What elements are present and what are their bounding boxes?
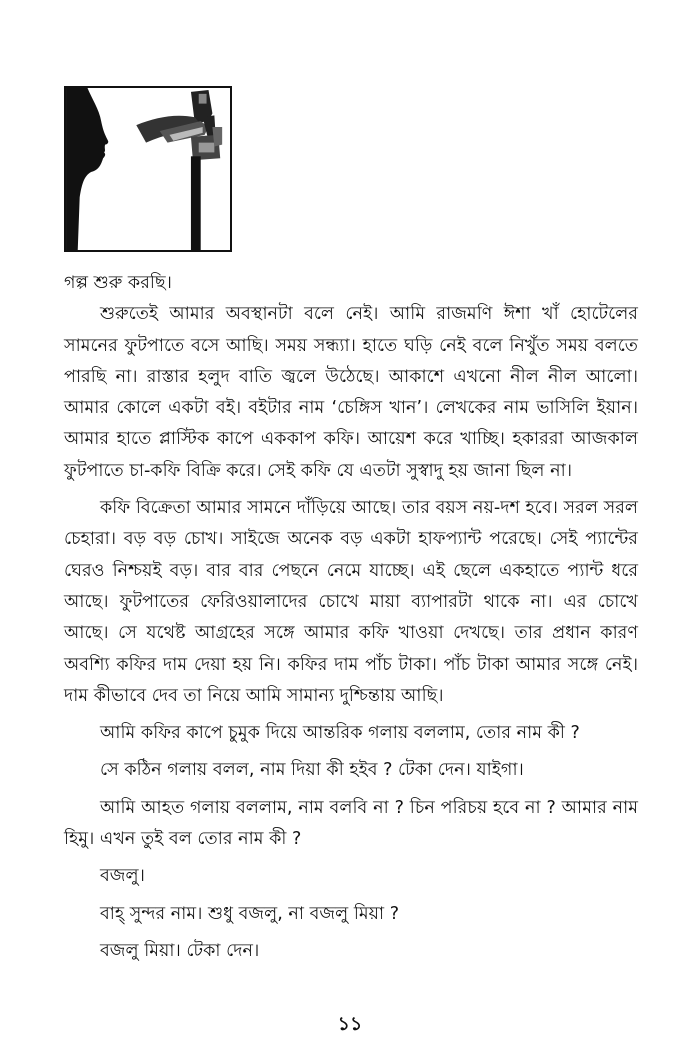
paragraph: গল্প শুরু করছি। — [64, 273, 172, 293]
paragraph: বজলু মিয়া। টেকা দেন। — [100, 940, 260, 961]
paragraph: আমি কফির কাপে চুমুক দিয়ে আন্তরিক গলায় বললাম, তোর নাম কী ? — [100, 723, 580, 744]
chapter-illustration — [64, 86, 232, 252]
black-bar — [191, 156, 201, 250]
paragraph: বাহ্ সুন্দর নাম। শুধু বজলু, না বজলু মিয়া ? — [100, 903, 400, 924]
paragraph: সে কঠিন গলায় বলল, নাম দিয়া কী হইব ? টেকা দেন। যাইগা। — [100, 760, 524, 781]
paragraph: আমি আহত গলায় বললাম, নাম বলবি না ? চিন পরিচয় হবে না ? আমার নাম হিমু। এখন তুই বল তোর নাম কী ? — [64, 797, 638, 850]
paragraph: বজলু। — [100, 866, 145, 887]
page-number: ১১ — [337, 1013, 363, 1035]
paragraph: শুরুতেই আমার অবস্থানটা বলে নেই। আমি রাজমণি ঈশা খাঁ হোটেলের সামনের ফুটপাতে বসে আছি। সময় সন্ধ্যা। হাতে ঘড়ি নেই বলে নিখুঁত সময় বলতে পারছি না। রাস্তার হলুদ বাতি জ্বলে উঠেছে। আকাশে এখনো নীল নীল আলো। আমার কোলে একটা বই। বইটার নাম ‘চেঙ্গিস খান’। লেখকের নাম ভাসিলি ইয়ান। আমার হাতে প্লাস্টিক কাপে এককাপ কফি। আয়েশ করে খাচ্ছি। হকাররা আজকাল ফুটপাতে চা-কফি বিক্রি করে। সেই কফি যে এতটা সুস্বাদু হয় জানা ছিল না। — [64, 304, 638, 481]
paragraph: কফি বিক্রেতা আমার সামনে দাঁড়িয়ে আছে। তার বয়স নয়-দশ হবে। সরল সরল চেহারা। বড় বড় চোখ। সাইজে অনেক বড় একটা হাফপ্যান্ট পরেছে। সেই প্যান্টের ঘেরও নিশ্চয়ই বড়। বার বার পেছনে নেমে যাচ্ছে। এই ছেলে একহাতে প্যান্ট ধরে আছে। ফুটপাতের ফেরিওয়ালাদের চোখে মায়া ব্যাপারটা থাকে না। এর চোখে আছে। সে যথেষ্ট আগ্রহের সঙ্গে আমার কফি খাওয়া দেখছে। তার প্রধান কারণ অবশ্যি কফির দাম দেয়া হয় নি। কফির দাম পাঁচ টাকা। পাঁচ টাকা আমার সঙ্গে নেই। দাম কীভাবে দেব তা নিয়ে আমি সামান্য দুশ্চিন্তায় আছি। — [64, 498, 638, 706]
face-silhouette — [66, 88, 108, 250]
story-text — [64, 268, 638, 967]
cup-hand-shape — [136, 90, 222, 160]
